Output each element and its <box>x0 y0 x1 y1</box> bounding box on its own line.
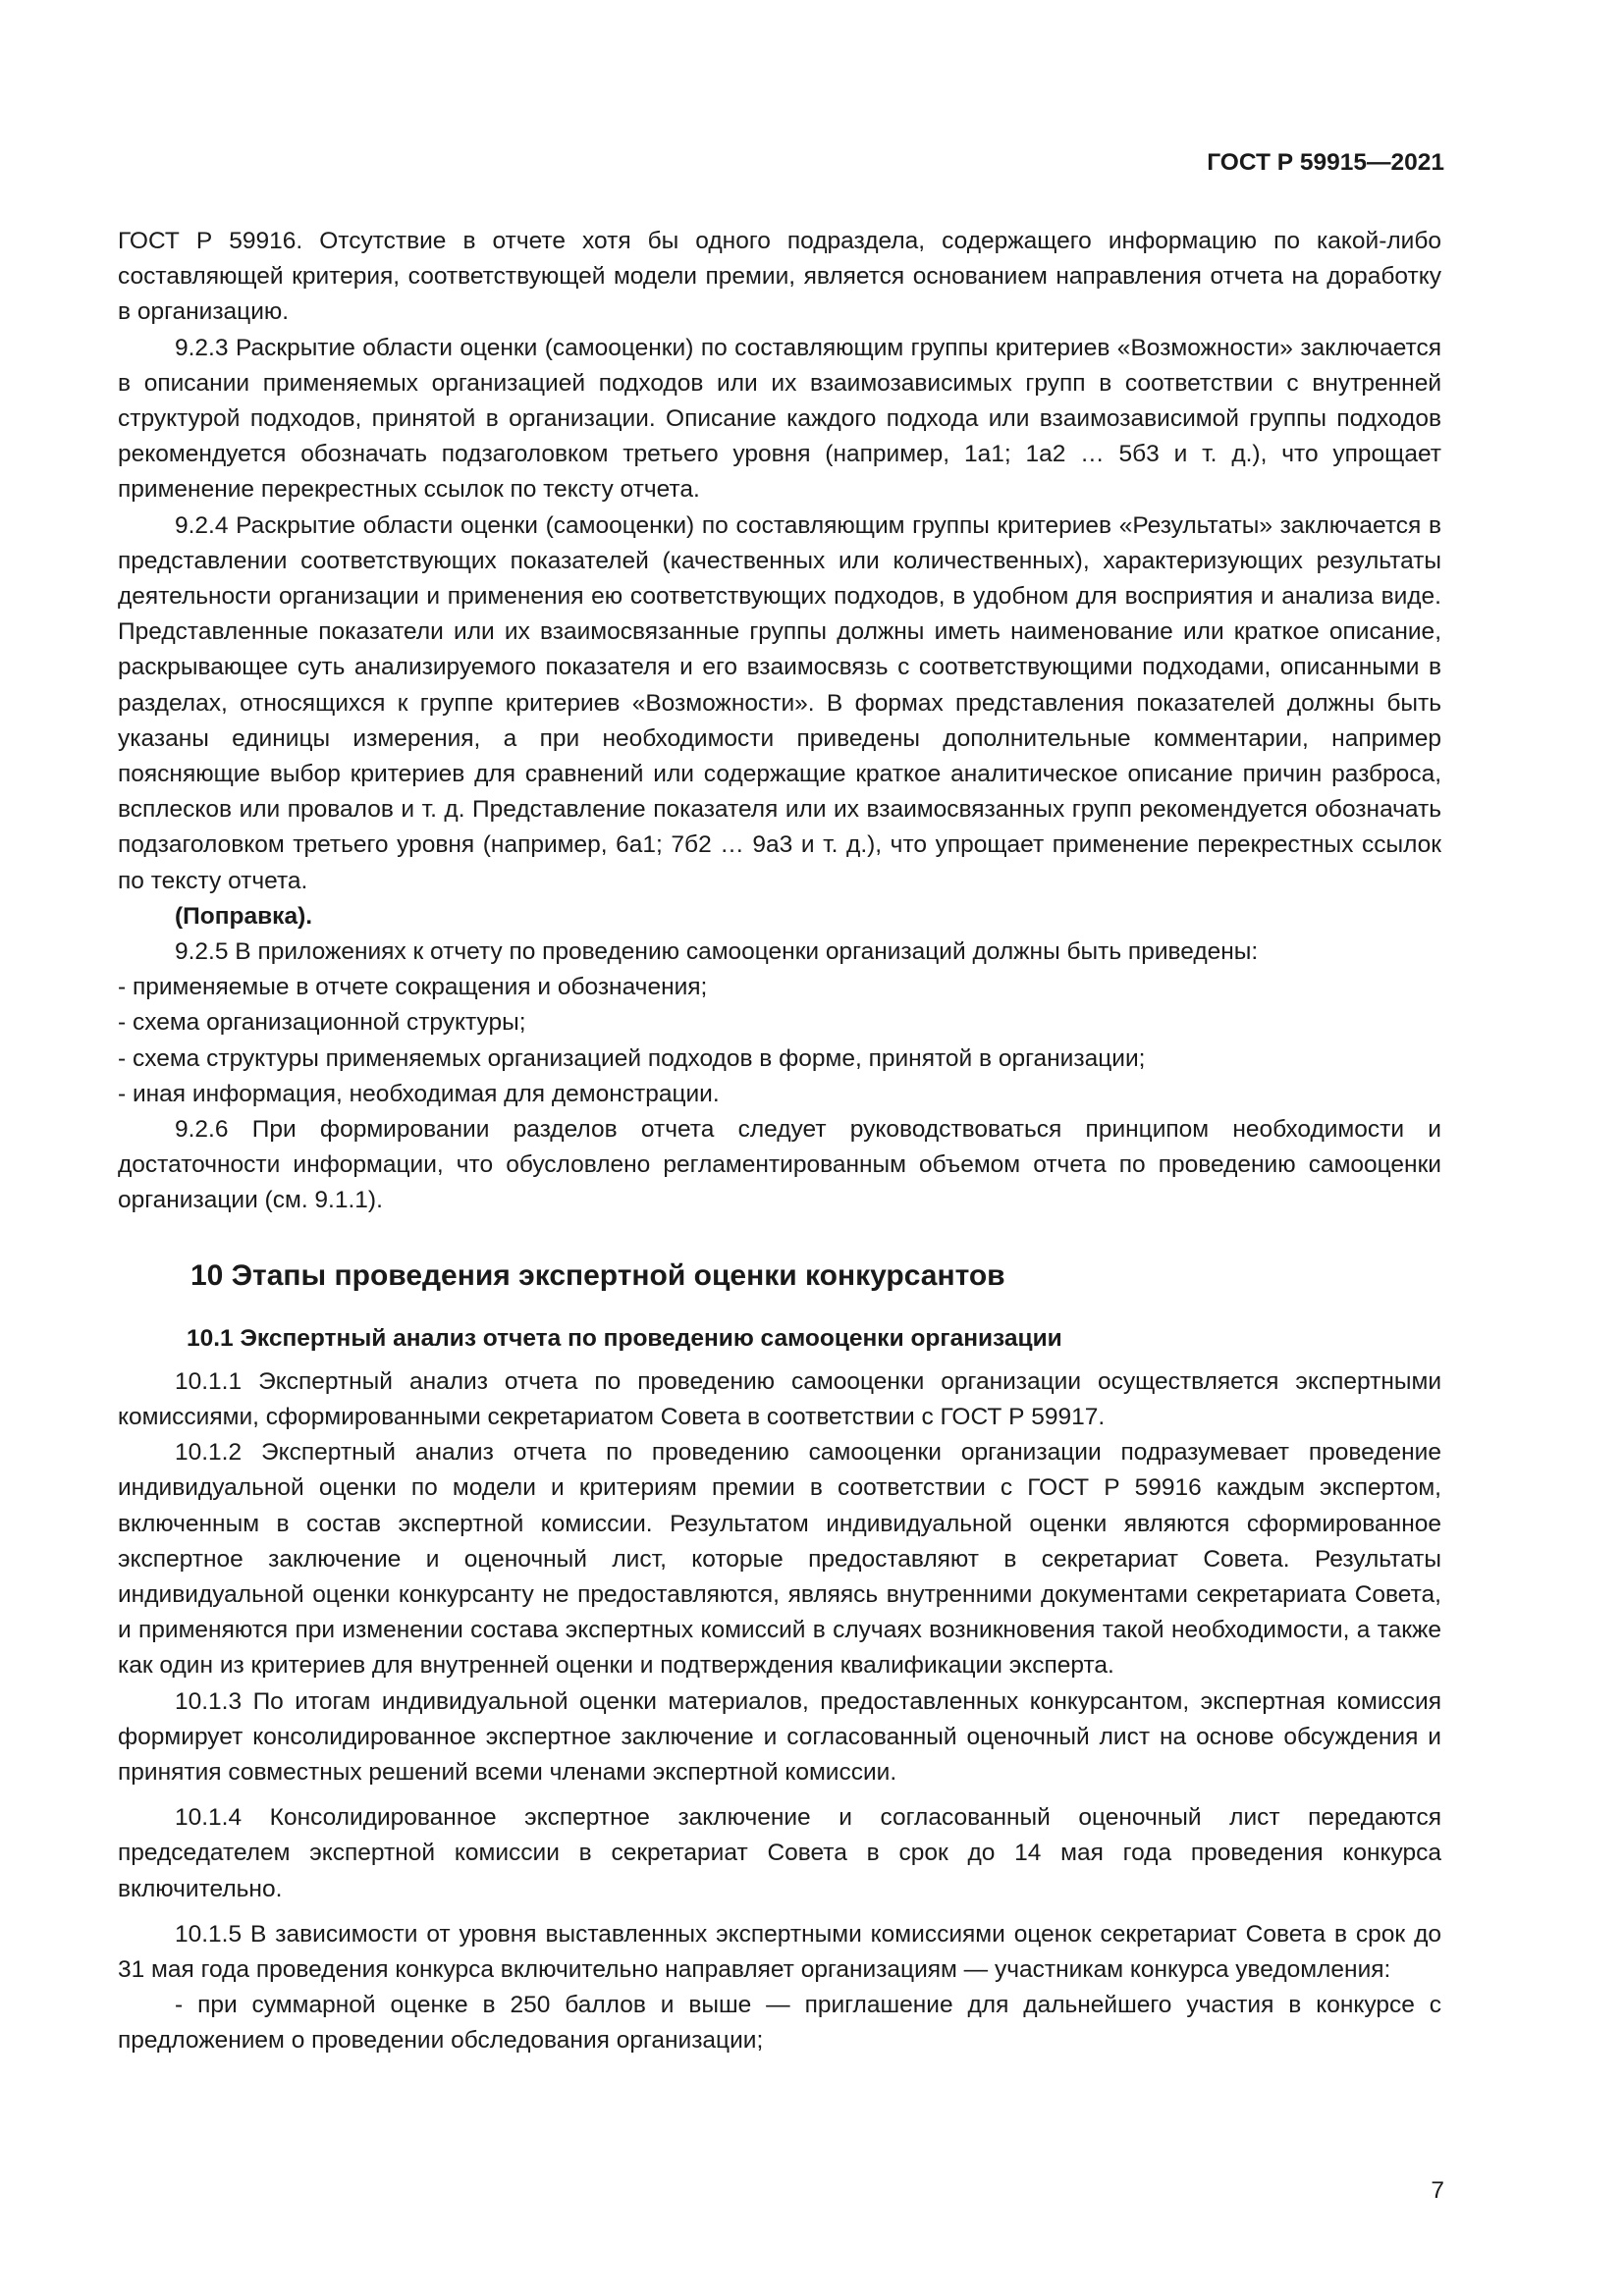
paragraph-10-1-3: 10.1.3 По итогам индивидуальной оценки материалов, предоставленных конкурсантом, экспертная комиссия формирует консолидированное экспертное заключение и согласованный оценочный лист на основе обсуждения и принятия совместных решений всеми членами экспертной комиссии. <box>118 1687 1441 1786</box>
list-item: - схема структуры применяемых организацией подходов в форме, принятой в организации; <box>118 1044 1146 1072</box>
list-item: - схема организационной структуры; <box>118 1009 526 1037</box>
amendment-note: (Поправка). <box>175 902 313 930</box>
subsection-heading-10-1: 10.1 Экспертный анализ отчета по проведению самооценки организации <box>187 1324 1062 1352</box>
paragraph-10-1-1: 10.1.1 Экспертный анализ отчета по проведению самооценки организации осуществляется экспертными комиссиями, сформированными секретариатом Совета в соответствии с ГОСТ Р 59917. <box>118 1367 1441 1430</box>
paragraph-continuation: ГОСТ Р 59916. Отсутствие в отчете хотя бы одного подраздела, содержащего информацию по какой-либо составляющей критерия, соответствующей модели премии, является основанием направления отчета на доработку в организацию. <box>118 228 1441 326</box>
paragraph-10-1-4: 10.1.4 Консолидированное экспертное заключение и согласованный оценочный лист передаются председателем экспертной комиссии в секретариат Совета в срок до 14 мая года проведения конкурса включительно. <box>118 1804 1441 1902</box>
section-heading-10: 10 Этапы проведения экспертной оценки конкурсантов <box>190 1258 1005 1292</box>
paragraph-9-2-6: 9.2.6 При формировании разделов отчета следует руководствоваться принципом необходимости и достаточности информации, что обусловлено регламентированным объемом отчета по проведению самооценки организации (см. 9.1.1). <box>118 1116 1441 1214</box>
list-item: - иная информация, необходимая для демонстрации. <box>118 1080 720 1107</box>
list-item: - применяемые в отчете сокращения и обозначения; <box>118 974 708 1001</box>
paragraph-10-1-5: 10.1.5 В зависимости от уровня выставленных экспертными комиссиями оценок секретариат Совета в срок до 31 мая года проведения конкурса включительно направляет организациям — участникам конкурса уведомления: <box>118 1920 1441 1983</box>
paragraph-9-2-3: 9.2.3 Раскрытие области оценки (самооценки) по составляющим группы критериев «Возможности» заключается в описании применяемых организацией подходов или их взаимозависимых групп в соответствии с внутренней структурой подходов, принятой в организации. Описание каждого подхода или взаимозависимой группы подходов рекомендуется обозначать подзаголовком третьего уровня (например, 1а1; 1а2 … 5б3 и т. д.), что упрощает применение перекрестных ссылок по тексту отчета. <box>118 334 1441 504</box>
standard-code-header: ГОСТ Р 59915—2021 <box>1207 149 1444 176</box>
list-item: - при суммарной оценке в 250 баллов и выше — приглашение для дальнейшего участия в конкурсе с предложением о проведении обследования организации; <box>118 1992 1441 2055</box>
page-number: 7 <box>1431 2177 1444 2204</box>
paragraph-9-2-5: 9.2.5 В приложениях к отчету по проведению самооценки организаций должны быть приведены: <box>175 938 1259 966</box>
document-body <box>118 224 1441 2059</box>
paragraph-10-1-2: 10.1.2 Экспертный анализ отчета по проведению самооценки организации подразумевает проведение индивидуальной оценки по модели и критериям премии в соответствии с ГОСТ Р 59916 каждым экспертом, включенным в состав экспертной комиссии. Результатом индивидуальной оценки являются сформированное экспертное заключение и оценочный лист, которые предоставляют в секретариат Совета. Результаты индивидуальной оценки конкурсанту не предоставляются, являясь внутренними документами секретариата Совета, и применяются при изменении состава экспертных комиссий в случаях возникновения такой необходимости, а также как один из критериев для внутренней оценки и подтверждения квалификации эксперта. <box>118 1439 1441 1680</box>
paragraph-9-2-4: 9.2.4 Раскрытие области оценки (самооценки) по составляющим группы критериев «Результаты» заключается в представлении соответствующих показателей (качественных или количественных), характеризующих результаты деятельности организации и применения ею соответствующих подходов, в удобном для восприятия и анализа виде. Представленные показатели или их взаимосвязанные группы должны иметь наименование или краткое описание, раскрывающее суть анализируемого показателя и его взаимосвязь с соответствующими подходами, описанными в разделах, относящихся к группе критериев «Возможности». В формах представления показателей должны быть указаны единицы измерения, а при необходимости приведены дополнительные комментарии, например поясняющие выбор критериев для сравнений или содержащие краткое аналитическое описание причин разброса, всплесков или провалов и т. д. Представление показателя или их взаимосвязанных групп рекомендуется обозначать подзаголовком третьего уровня (например, 6а1; 7б2 … 9а3 и т. д.), что упрощает применение перекрестных ссылок по тексту отчета. <box>118 511 1441 894</box>
